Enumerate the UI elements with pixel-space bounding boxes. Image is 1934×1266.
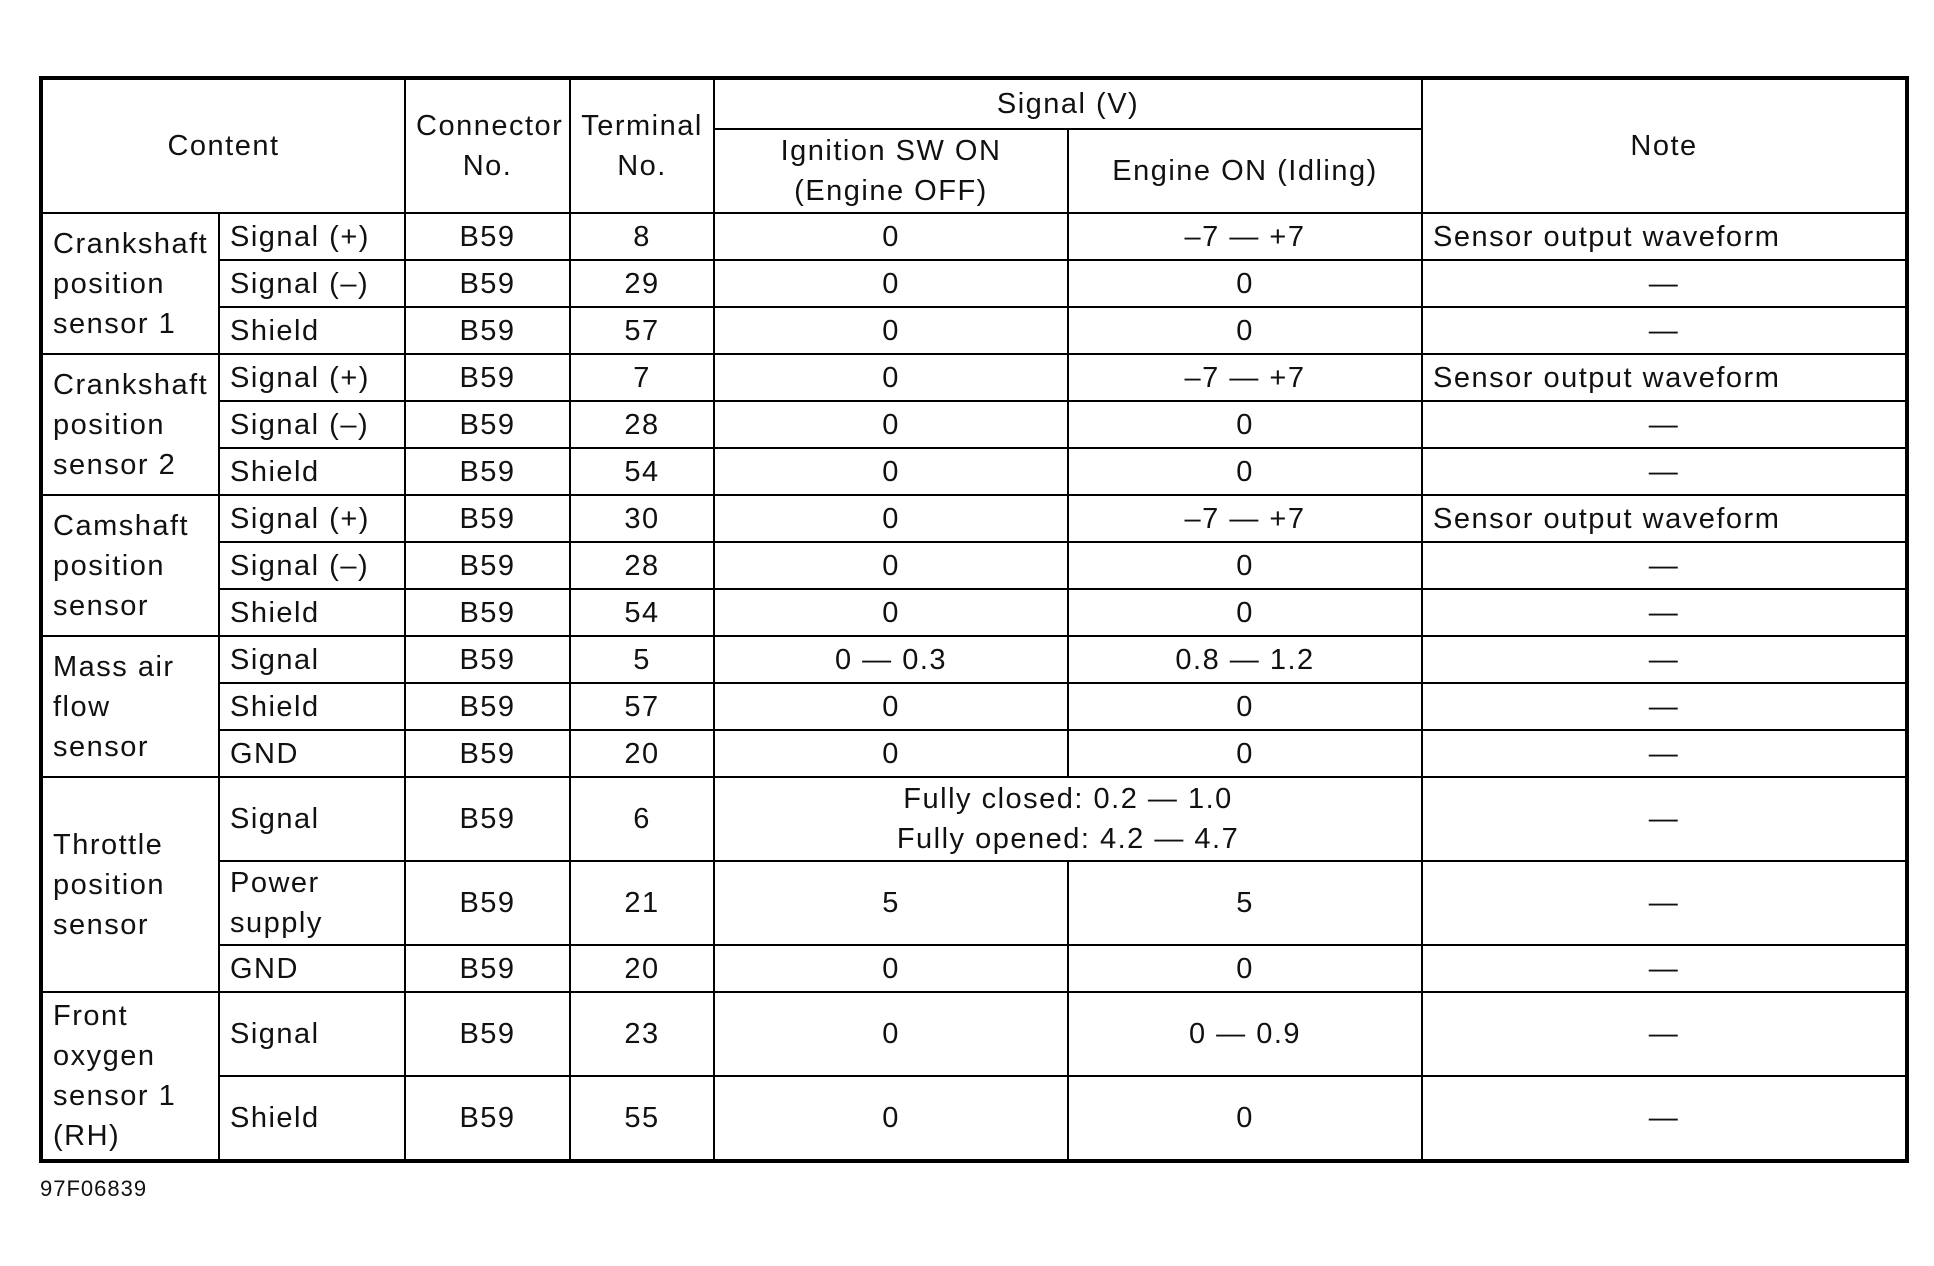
sensor-name-line: sensor (53, 908, 150, 941)
signal-item-cell (219, 401, 405, 448)
table-row (41, 307, 1907, 354)
ignition-sw-on-value: 0 (714, 401, 1068, 448)
connector-cell: B59 (405, 589, 570, 636)
header-connector (405, 78, 570, 213)
sensor-name-line: Crankshaft (53, 368, 209, 401)
sensor-name-line: sensor 1 (53, 307, 177, 340)
signal-item-line: Shield (230, 596, 320, 629)
header-ign-line1: Ignition SW ON (780, 135, 1002, 167)
ignition-sw-on-value: 0 (714, 354, 1068, 401)
table-header (41, 78, 1907, 213)
ignition-sw-on-value: 0 (714, 213, 1068, 260)
signal-item-line: Power (230, 867, 320, 899)
header-ignition-sw-on (714, 129, 1068, 213)
note-cell: Sensor output waveform (1422, 495, 1907, 542)
note-cell: — (1422, 777, 1907, 861)
signal-item-line: GND (230, 952, 299, 985)
signal-item-cell (219, 260, 405, 307)
ecm-terminal-table (39, 76, 1909, 1163)
engine-on-value: 0 (1068, 307, 1422, 354)
signal-item-cell (219, 861, 405, 945)
terminal-cell: 54 (570, 448, 714, 495)
header-row-1 (41, 78, 1907, 129)
signal-item-cell (219, 730, 405, 777)
note-cell: — (1422, 992, 1907, 1076)
terminal-cell: 23 (570, 992, 714, 1076)
engine-on-value: 0 (1068, 589, 1422, 636)
note-cell: — (1422, 683, 1907, 730)
sensor-name-line: position (53, 408, 165, 441)
header-connector-line2: No. (462, 150, 513, 182)
signal-item-line: Shield (230, 455, 320, 488)
connector-cell: B59 (405, 307, 570, 354)
terminal-cell: 20 (570, 730, 714, 777)
sensor-name-line: Front (53, 1000, 129, 1032)
table-row (41, 213, 1907, 260)
terminal-cell: 28 (570, 542, 714, 589)
engine-on-value: 0 — 0.9 (1068, 992, 1422, 1076)
sensor-name-line: (RH) (53, 1120, 121, 1152)
connector-cell: B59 (405, 730, 570, 777)
table-row (41, 1076, 1907, 1161)
signal-item-line: Signal (–) (230, 408, 370, 441)
signal-item-line: Shield (230, 1102, 320, 1134)
signal-item-cell (219, 307, 405, 354)
sensor-name-line: oxygen (53, 1040, 156, 1072)
sensor-name-line: Crankshaft (53, 227, 209, 260)
connector-cell: B59 (405, 448, 570, 495)
signal-item-line: Signal (230, 643, 320, 676)
signal-item-line: Signal (–) (230, 267, 370, 300)
merged-signal-line: Fully closed: 0.2 — 1.0 (903, 783, 1233, 815)
engine-on-value: 0 (1068, 683, 1422, 730)
signal-item-line: GND (230, 737, 299, 770)
terminal-cell: 29 (570, 260, 714, 307)
table-row (41, 260, 1907, 307)
ignition-sw-on-value: 0 (714, 945, 1068, 992)
engine-on-value: 0 (1068, 260, 1422, 307)
header-terminal-line2: No. (617, 150, 667, 182)
ignition-sw-on-value: 0 (714, 1076, 1068, 1161)
sensor-name-line: Throttle (53, 828, 164, 861)
ignition-sw-on-value: 5 (714, 861, 1068, 945)
sensor-name-cell (41, 354, 219, 495)
engine-on-value: –7 — +7 (1068, 354, 1422, 401)
signal-item-cell (219, 213, 405, 260)
signal-item-cell (219, 589, 405, 636)
header-terminal (570, 78, 714, 213)
table-row (41, 945, 1907, 992)
signal-item-line: Signal (–) (230, 549, 370, 582)
table-row (41, 401, 1907, 448)
table-row (41, 777, 1907, 861)
connector-cell: B59 (405, 992, 570, 1076)
header-terminal-line1: Terminal (581, 110, 703, 142)
ignition-sw-on-value: 0 (714, 542, 1068, 589)
ignition-sw-on-value: 0 (714, 730, 1068, 777)
table-row (41, 861, 1907, 945)
engine-on-value: –7 — +7 (1068, 213, 1422, 260)
signal-item-cell (219, 448, 405, 495)
ignition-sw-on-value: 0 (714, 589, 1068, 636)
sensor-name-line: Camshaft (53, 509, 190, 542)
header-ign-line2: (Engine OFF) (794, 175, 988, 207)
signal-item-line: Shield (230, 690, 320, 723)
signal-item-cell (219, 945, 405, 992)
signal-item-cell (219, 636, 405, 683)
connector-cell: B59 (405, 636, 570, 683)
ignition-sw-on-value: 0 (714, 448, 1068, 495)
note-cell: — (1422, 589, 1907, 636)
terminal-cell: 20 (570, 945, 714, 992)
signal-item-cell (219, 683, 405, 730)
table-row (41, 992, 1907, 1076)
signal-item-line: supply (230, 907, 323, 939)
ignition-sw-on-value: 0 (714, 260, 1068, 307)
table-row (41, 636, 1907, 683)
terminal-cell: 7 (570, 354, 714, 401)
merged-signal-line: Fully opened: 4.2 — 4.7 (896, 823, 1240, 855)
connector-cell: B59 (405, 1076, 570, 1161)
header-connector-line1: Connector (416, 110, 564, 142)
note-cell: — (1422, 542, 1907, 589)
table-row (41, 683, 1907, 730)
connector-cell: B59 (405, 213, 570, 260)
signal-item-cell (219, 1076, 405, 1161)
sensor-name-line: position (53, 267, 165, 300)
signal-item-cell (219, 495, 405, 542)
note-cell: — (1422, 448, 1907, 495)
sensor-name-line: position (53, 868, 165, 901)
terminal-cell: 6 (570, 777, 714, 861)
table-body (41, 213, 1907, 1161)
signal-item-line: Signal (+) (230, 502, 370, 535)
sensor-name-line: position (53, 549, 165, 582)
sensor-name-line: sensor (53, 589, 150, 622)
connector-cell: B59 (405, 861, 570, 945)
signal-item-cell (219, 777, 405, 861)
note-cell: Sensor output waveform (1422, 213, 1907, 260)
header-signal: Signal (V) (714, 78, 1422, 129)
note-cell: — (1422, 730, 1907, 777)
table-row (41, 542, 1907, 589)
signal-item-line: Signal (+) (230, 220, 370, 253)
connector-cell: B59 (405, 354, 570, 401)
header-engine-on: Engine ON (Idling) (1068, 129, 1422, 213)
ignition-sw-on-value: 0 (714, 992, 1068, 1076)
merged-signal-cell (714, 777, 1422, 861)
terminal-cell: 30 (570, 495, 714, 542)
ignition-sw-on-value: 0 (714, 495, 1068, 542)
sensor-name-cell (41, 213, 219, 354)
connector-cell: B59 (405, 495, 570, 542)
engine-on-value: 0 (1068, 401, 1422, 448)
signal-item-cell (219, 354, 405, 401)
terminal-cell: 55 (570, 1076, 714, 1161)
connector-cell: B59 (405, 945, 570, 992)
terminal-cell: 5 (570, 636, 714, 683)
ignition-sw-on-value: 0 (714, 683, 1068, 730)
engine-on-value: 0 (1068, 730, 1422, 777)
connector-cell: B59 (405, 683, 570, 730)
signal-item-line: Shield (230, 314, 320, 347)
note-cell: — (1422, 861, 1907, 945)
connector-cell: B59 (405, 260, 570, 307)
terminal-cell: 8 (570, 213, 714, 260)
terminal-cell: 54 (570, 589, 714, 636)
connector-cell: B59 (405, 542, 570, 589)
signal-item-line: Signal (+) (230, 361, 370, 394)
sensor-name-cell (41, 777, 219, 992)
sensor-name-line: sensor (53, 730, 150, 763)
connector-cell: B59 (405, 777, 570, 861)
engine-on-value: 0.8 — 1.2 (1068, 636, 1422, 683)
signal-item-cell (219, 992, 405, 1076)
signal-item-cell (219, 542, 405, 589)
engine-on-value: 0 (1068, 448, 1422, 495)
signal-item-line: Signal (230, 1018, 320, 1050)
engine-on-value: 0 (1068, 945, 1422, 992)
table-row (41, 589, 1907, 636)
sensor-name-line: sensor 2 (53, 448, 177, 481)
note-cell: — (1422, 307, 1907, 354)
sensor-name-line: sensor 1 (53, 1080, 177, 1112)
terminal-cell: 21 (570, 861, 714, 945)
note-cell: — (1422, 945, 1907, 992)
ignition-sw-on-value: 0 (714, 307, 1068, 354)
figure-id: 97F06839 (40, 1176, 148, 1201)
note-cell: Sensor output waveform (1422, 354, 1907, 401)
terminal-cell: 28 (570, 401, 714, 448)
signal-item-line: Signal (230, 803, 320, 835)
engine-on-value: 0 (1068, 542, 1422, 589)
terminal-cell: 57 (570, 307, 714, 354)
table-row (41, 354, 1907, 401)
engine-on-value: 5 (1068, 861, 1422, 945)
sensor-name-line: flow (53, 690, 111, 723)
ignition-sw-on-value: 0 — 0.3 (714, 636, 1068, 683)
note-cell: — (1422, 636, 1907, 683)
header-note: Note (1422, 78, 1907, 213)
connector-cell: B59 (405, 401, 570, 448)
note-cell: — (1422, 260, 1907, 307)
header-content: Content (41, 78, 405, 213)
sensor-name-cell (41, 636, 219, 777)
table-row (41, 495, 1907, 542)
table-row (41, 448, 1907, 495)
terminal-spec-sheet (39, 76, 1905, 1201)
engine-on-value: 0 (1068, 1076, 1422, 1161)
table-row (41, 730, 1907, 777)
sensor-name-line: Mass air (53, 650, 175, 683)
sensor-name-cell (41, 495, 219, 636)
note-cell: — (1422, 1076, 1907, 1161)
engine-on-value: –7 — +7 (1068, 495, 1422, 542)
note-cell: — (1422, 401, 1907, 448)
sensor-name-cell (41, 992, 219, 1161)
terminal-cell: 57 (570, 683, 714, 730)
